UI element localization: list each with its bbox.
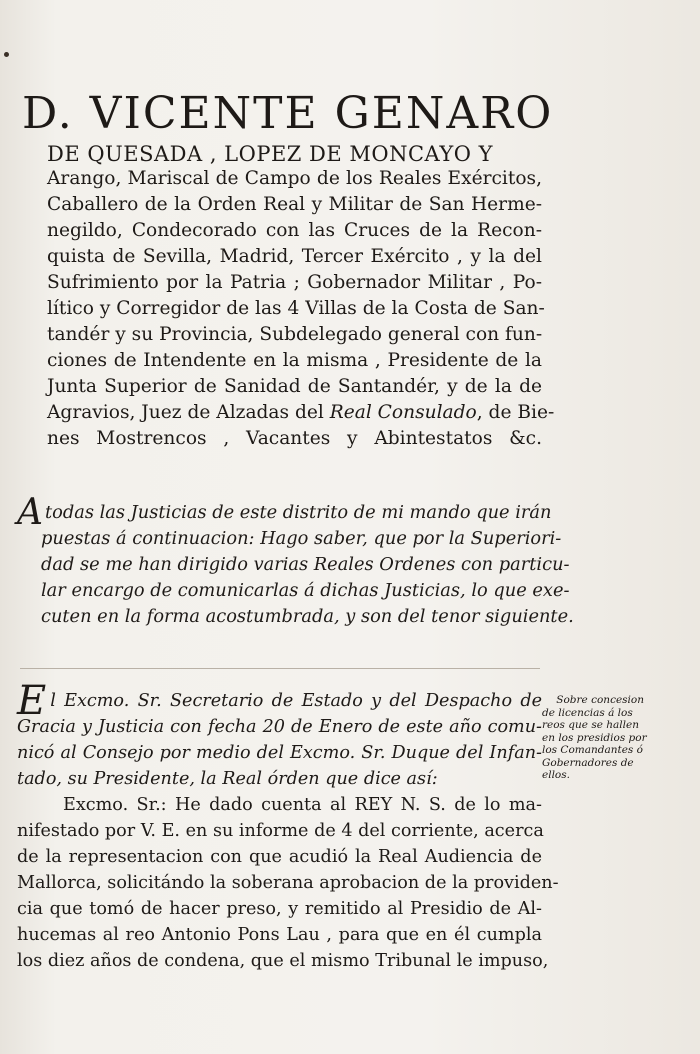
titles-line: tandér y su Provincia, Subdelegado general con fun- — [47, 324, 543, 345]
titles-line: lítico y Corregidor de las 4 Villas de la Costa de San- — [47, 298, 545, 319]
marginal-note — [542, 694, 647, 782]
titles-line-text: Agravios, Juez de Alzadas del — [47, 402, 330, 423]
decree-line: Mallorca, solicitándo la soberana aprobacion de la providen- — [17, 873, 559, 893]
titles-line: Caballero de la Orden Real y Militar de San Herme- — [47, 194, 542, 215]
titles-line: negildo, Condecorado con las Cruces de la Recon- — [47, 220, 542, 241]
decree-line: de la representacion con que acudió la Real Audiencia de — [17, 847, 542, 867]
decree-line: hucemas al reo Antonio Pons Lau , para que en él cumpla — [17, 925, 542, 945]
decree-line: los diez años de condena, que el mismo Tribunal le impuso, — [17, 951, 549, 971]
document-title — [22, 88, 554, 140]
decree-line: Excmo. Sr.: He dado cuenta al REY N. S. de lo ma- — [63, 795, 542, 815]
decree-line: tado, su Presidente, la Real órden que dice así: — [17, 769, 438, 789]
titles-line: quista de Sevilla, Madrid, Tercer Exército , y la del — [47, 246, 542, 267]
decree-line: cia que tomó de hacer preso, y remitido al Presidio de Al- — [17, 899, 542, 919]
titles-line: Sufrimiento por la Patria ; Gobernador Militar , Po- — [47, 272, 542, 293]
titles-line: Arango, Mariscal de Campo de los Reales Exércitos, — [47, 168, 542, 189]
marginal-note-line: en los presidios por — [542, 731, 647, 744]
titles-line: nes Mostrencos , Vacantes y Abintestatos &c. — [47, 428, 542, 449]
decree-line: nifestado por V. E. en su informe de 4 del corriente, acerca — [17, 821, 544, 841]
proclamation-line-first — [17, 492, 552, 533]
marginal-note-line: de licencias á los — [542, 706, 633, 719]
marginal-note-line: Sobre concesion — [556, 694, 644, 706]
titles-line-text: , de Bie- — [476, 402, 555, 423]
decree-line-text: l Excmo. Sr. Secretario de Estado y del Despacho de — [50, 691, 542, 711]
proclamation-initial: A — [17, 492, 43, 533]
title-text: D. VICENTE GENARO — [22, 88, 554, 139]
names-line: DE QUESADA , LOPEZ DE MONCAYO Y — [47, 142, 493, 166]
titles-line: ciones de Intendente en la misma , Presidente de la — [47, 350, 542, 371]
section-divider — [20, 668, 540, 669]
proclamation-line: dad se me han dirigido varias Reales Ordenes con particu- — [41, 554, 570, 575]
decree-line-first — [17, 678, 542, 724]
proclamation-line: cuten en la forma acostumbrada, y son del tenor siguiente. — [41, 606, 574, 627]
real-consulado-italic: Real Consulado — [329, 402, 477, 423]
marginal-note-line: Gobernadores de — [542, 756, 634, 769]
proclamation-line-text: todas las Justicias de este distrito de mi mando que irán — [45, 502, 552, 523]
decree-line: nicó al Consejo por medio del Excmo. Sr. Duque del Infan- — [17, 743, 542, 763]
decree-initial: E — [17, 678, 47, 724]
proclamation-line: puestas á continuacion: Hago saber, que por la Superiori- — [41, 528, 562, 549]
decree-line: Gracia y Justicia con fecha 20 de Enero de este año comu- — [17, 717, 542, 737]
titles-line-with-italic — [47, 400, 555, 426]
marginal-note-line: reos que se hallen — [542, 719, 639, 731]
marginal-note-line: los Comandantes ó — [542, 744, 643, 756]
ink-speck — [4, 52, 9, 57]
titles-line: Junta Superior de Sanidad de Santandér, y de la de — [47, 376, 542, 397]
proclamation-line: lar encargo de comunicarlas á dichas Justicias, lo que exe- — [41, 580, 570, 601]
marginal-note-line: ellos. — [542, 769, 570, 781]
